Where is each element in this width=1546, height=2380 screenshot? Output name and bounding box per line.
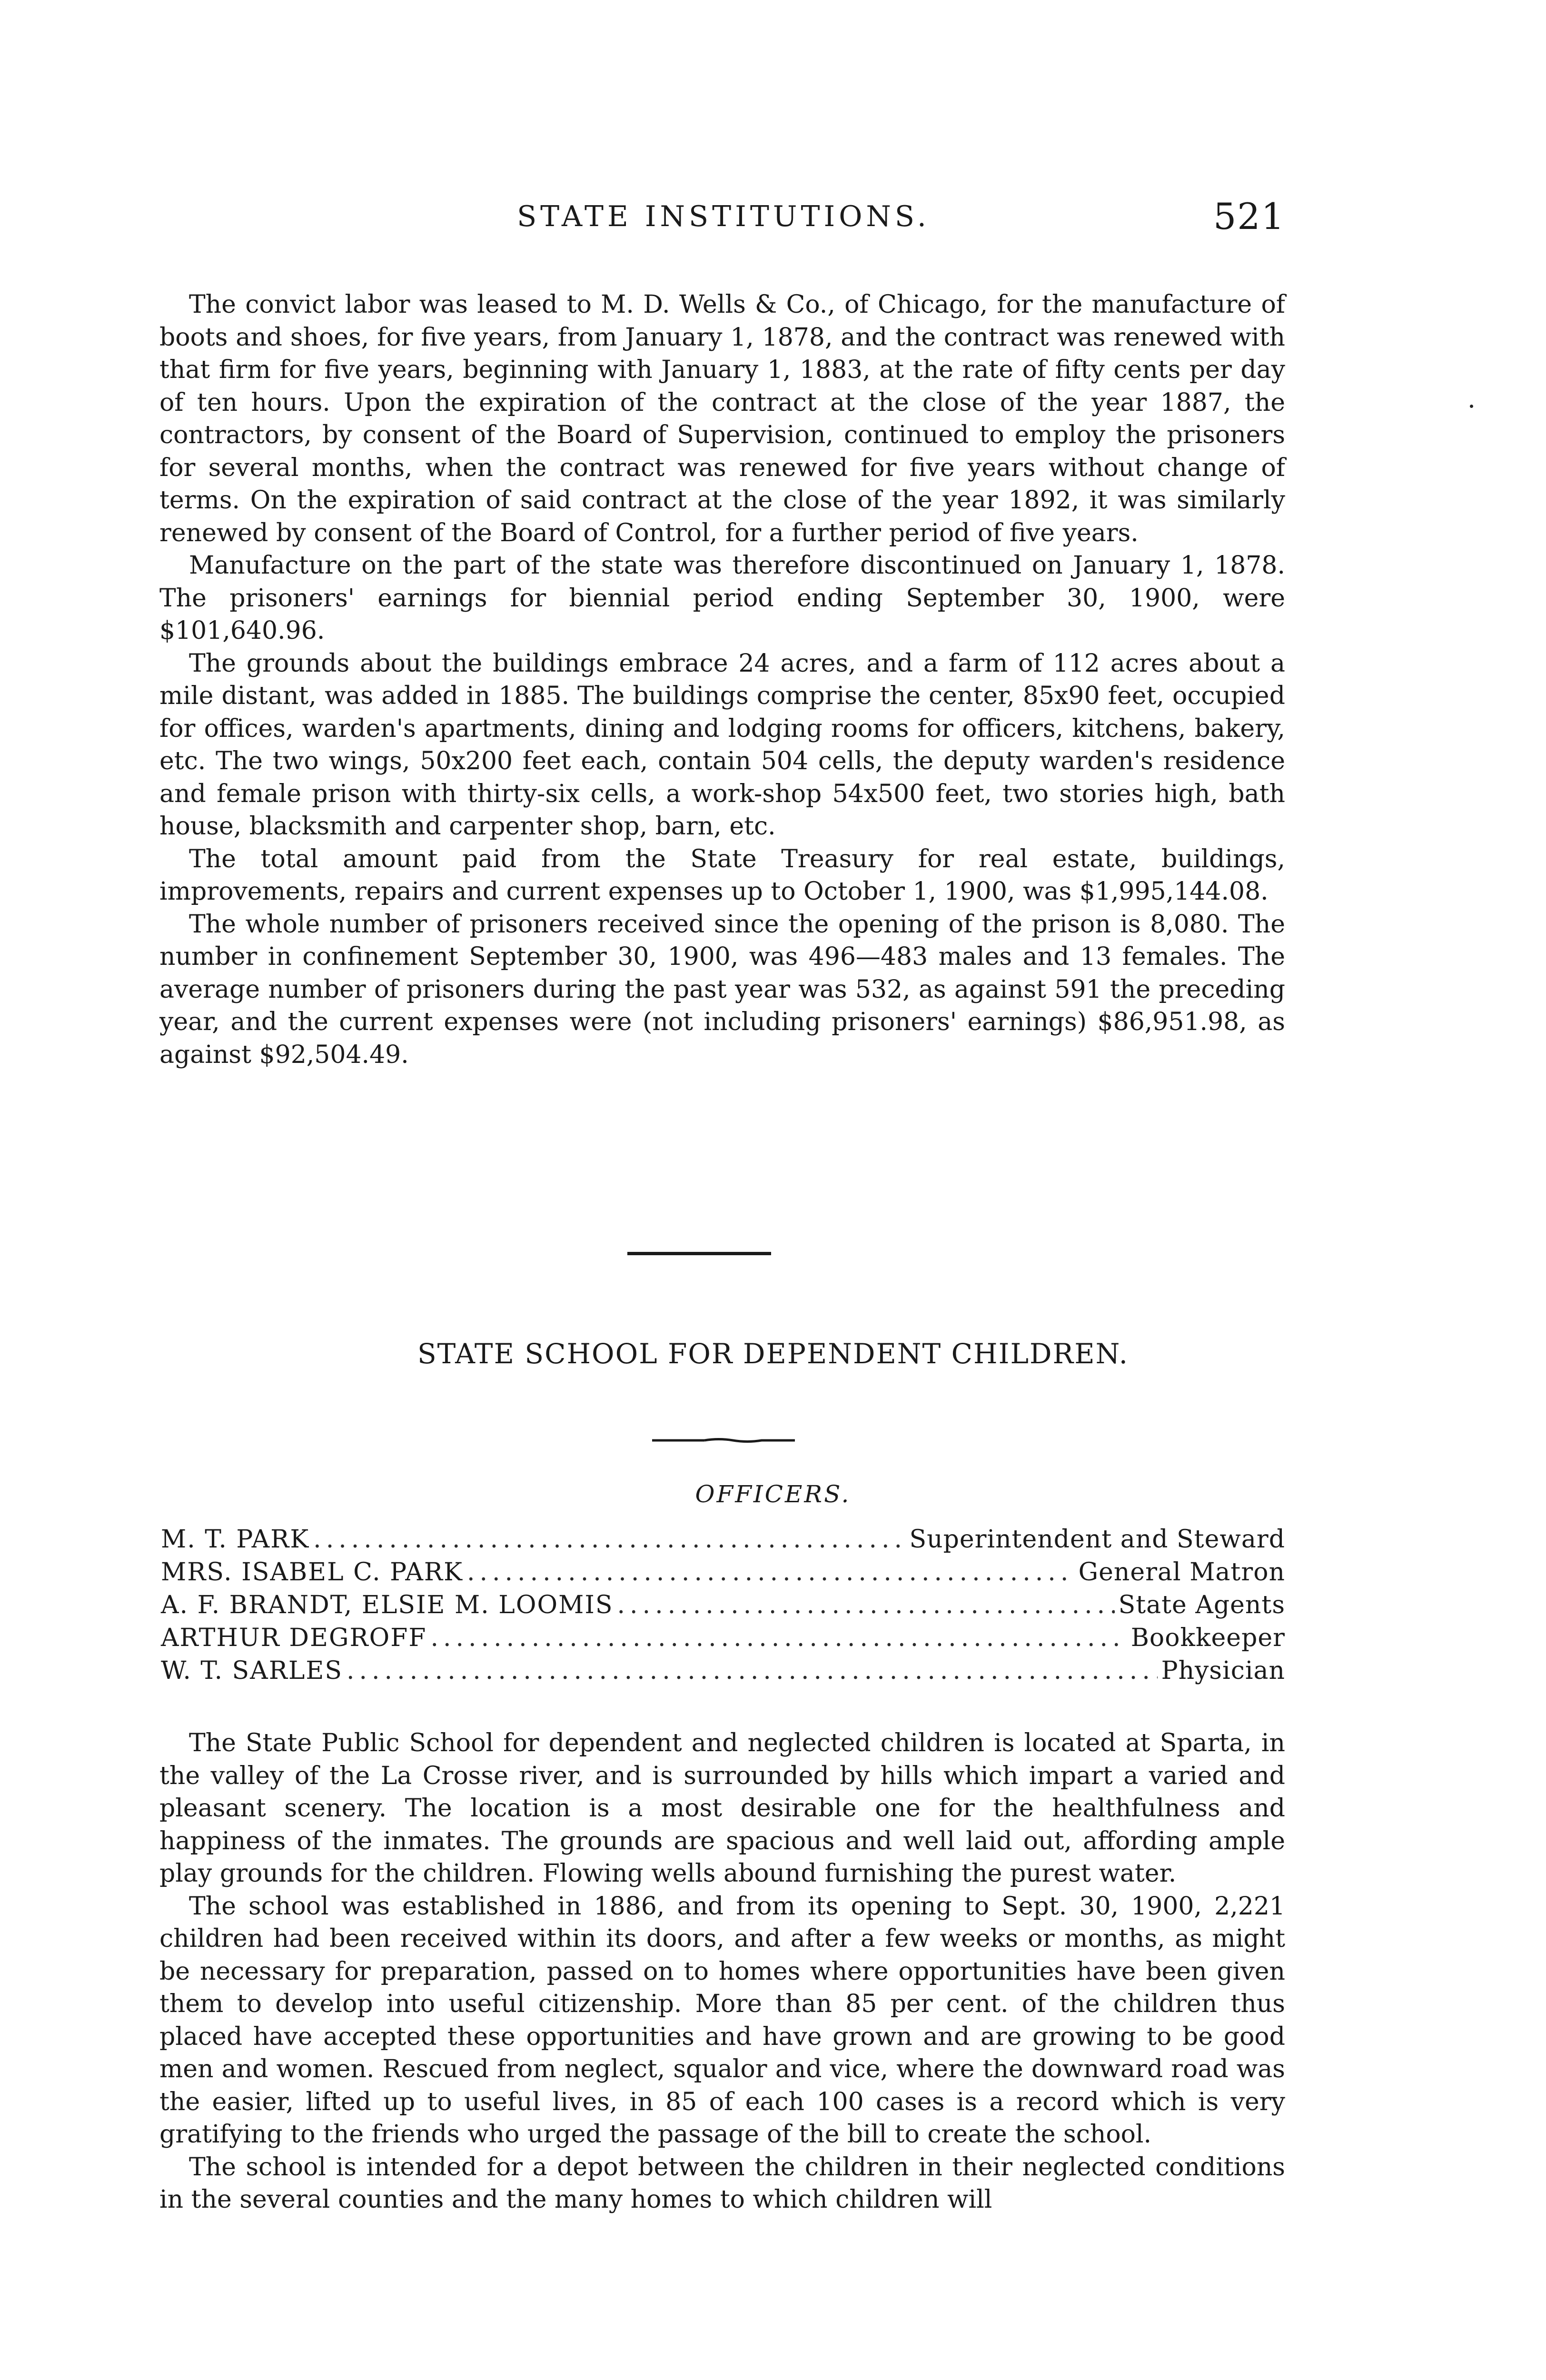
margin-speck xyxy=(1470,405,1473,408)
officer-role: State Agents xyxy=(1118,1591,1285,1619)
officer-name: W. T. SARLES xyxy=(161,1656,343,1685)
officer-role: Bookkeeper xyxy=(1130,1624,1285,1652)
officer-name: A. F. BRANDT, ELSIE M. LOOMIS xyxy=(161,1591,614,1619)
page-number: 521 xyxy=(1213,195,1285,238)
paragraph-manufacture: Manufacture on the part of the state was therefore discontinued on January 1, 1878. The prisoners' earnings for biennial period ending September 30, 1900, were $101,640.96. xyxy=(159,551,1285,645)
paragraph-school-location: The State Public School for dependent and neglected children is located at Sparta, in the valley of the La Crosse river, and is surrounded by hills which impart a varied and pleasant scenery. The location is a most desirable one for the healthfulness and happiness of the inmates. The grounds are spacious and well laid out, affording ample play grounds for the children. Flowing wells abound furnishing the purest water. xyxy=(159,1729,1285,1888)
running-head-title: STATE INSTITUTIONS. xyxy=(517,200,930,233)
officer-row xyxy=(161,1589,1285,1622)
paragraph-grounds: The grounds about the buildings embrace 24 acres, and a farm of 112 acres about a mile distant, was added in 1885. The buildings comprise the center, 85x90 feet, occupied for offices, warden's apartments, dining and lodging rooms for officers, kitchens, bakery, etc. The two wings, 50x200 feet each, contain 504 cells, the deputy warden's residence and female prison with thirty-six cells, a work-shop 54x500 feet, two stories high, bath house, blacksmith and carpenter shop, barn, etc. xyxy=(159,649,1285,841)
officers-heading: OFFICERS. xyxy=(695,1480,851,1508)
leader-dots xyxy=(347,1655,1158,1687)
officer-role: General Matron xyxy=(1078,1558,1285,1587)
paragraph-convict-labor: The convict labor was leased to M. D. Wells & Co., of Chicago, for the manufacture of boots and shoes, for five years, from January 1, 1878, and the contract was renewed with that firm for five years, beginning with January 1, 1883, at the rate of fifty cents per day of ten hours. Upon the expiration of the contract at the close of the year 1887, the contractors, by consent of the Board of Supervision, continued to employ the prisoners for several months, when the contract was renewed for five years without change of terms. On the expiration of said contract at the close of the year 1892, it was similarly renewed by consent of the Board of Control, for a further period of five years. xyxy=(159,290,1285,547)
paragraph-prisoners: The whole number of prisoners received since the opening of the prison is 8,080. The number in confinement September 30, 1900, was 496—483 males and 13 females. The average number of prisoners during the past year was 532, as against 591 the preceding year, and the current expenses were (not including prisoners' earnings) $86,951.98, as against $92,504.49. xyxy=(159,910,1285,1069)
section-divider-rule xyxy=(627,1252,771,1255)
section-title: STATE SCHOOL FOR DEPENDENT CHILDREN. xyxy=(417,1338,1129,1370)
officer-name: MRS. ISABEL C. PARK xyxy=(161,1558,463,1587)
leader-dots xyxy=(467,1556,1075,1589)
prison-text-block xyxy=(159,288,1285,1071)
officers-list xyxy=(161,1523,1285,1687)
leader-dots xyxy=(430,1622,1127,1655)
officer-role: Physician xyxy=(1161,1656,1285,1685)
running-head xyxy=(162,195,1285,243)
leader-dots xyxy=(617,1589,1115,1622)
officer-row xyxy=(161,1556,1285,1589)
officer-row xyxy=(161,1655,1285,1687)
leader-dots xyxy=(313,1523,905,1556)
school-text-block xyxy=(159,1727,1285,2216)
ornament-rule xyxy=(652,1438,795,1443)
paragraph-treasury: The total amount paid from the State Treasury for real estate, buildings, improvements, repairs and current expenses up to October 1, 1900, was $1,995,144.08. xyxy=(159,844,1285,906)
paragraph-school-history: The school was established in 1886, and from its opening to Sept. 30, 1900, 2,221 children had been received within its doors, and after a few weeks or months, as might be necessary for preparation, passed on to homes where opportunities have been given them to develop into useful citizenship. More than 85 per cent. of the children thus placed have accepted these opportunities and have grown and are growing to be good men and women. Rescued from neglect, squalor and vice, where the downward road was the easier, lifted up to useful lives, in 85 of each 100 cases is a record which is very gratifying to the friends who urged the passage of the bill to create the school. xyxy=(159,1892,1285,2149)
officer-row xyxy=(161,1523,1285,1556)
paragraph-school-purpose: The school is intended for a depot between the children in their neglected conditions in the several counties and the many homes to which children will xyxy=(159,2152,1285,2214)
officer-name: ARTHUR DEGROFF xyxy=(161,1624,427,1652)
officer-name: M. T. PARK xyxy=(161,1525,310,1554)
officer-role: Superintendent and Steward xyxy=(909,1525,1285,1554)
officer-row xyxy=(161,1622,1285,1655)
